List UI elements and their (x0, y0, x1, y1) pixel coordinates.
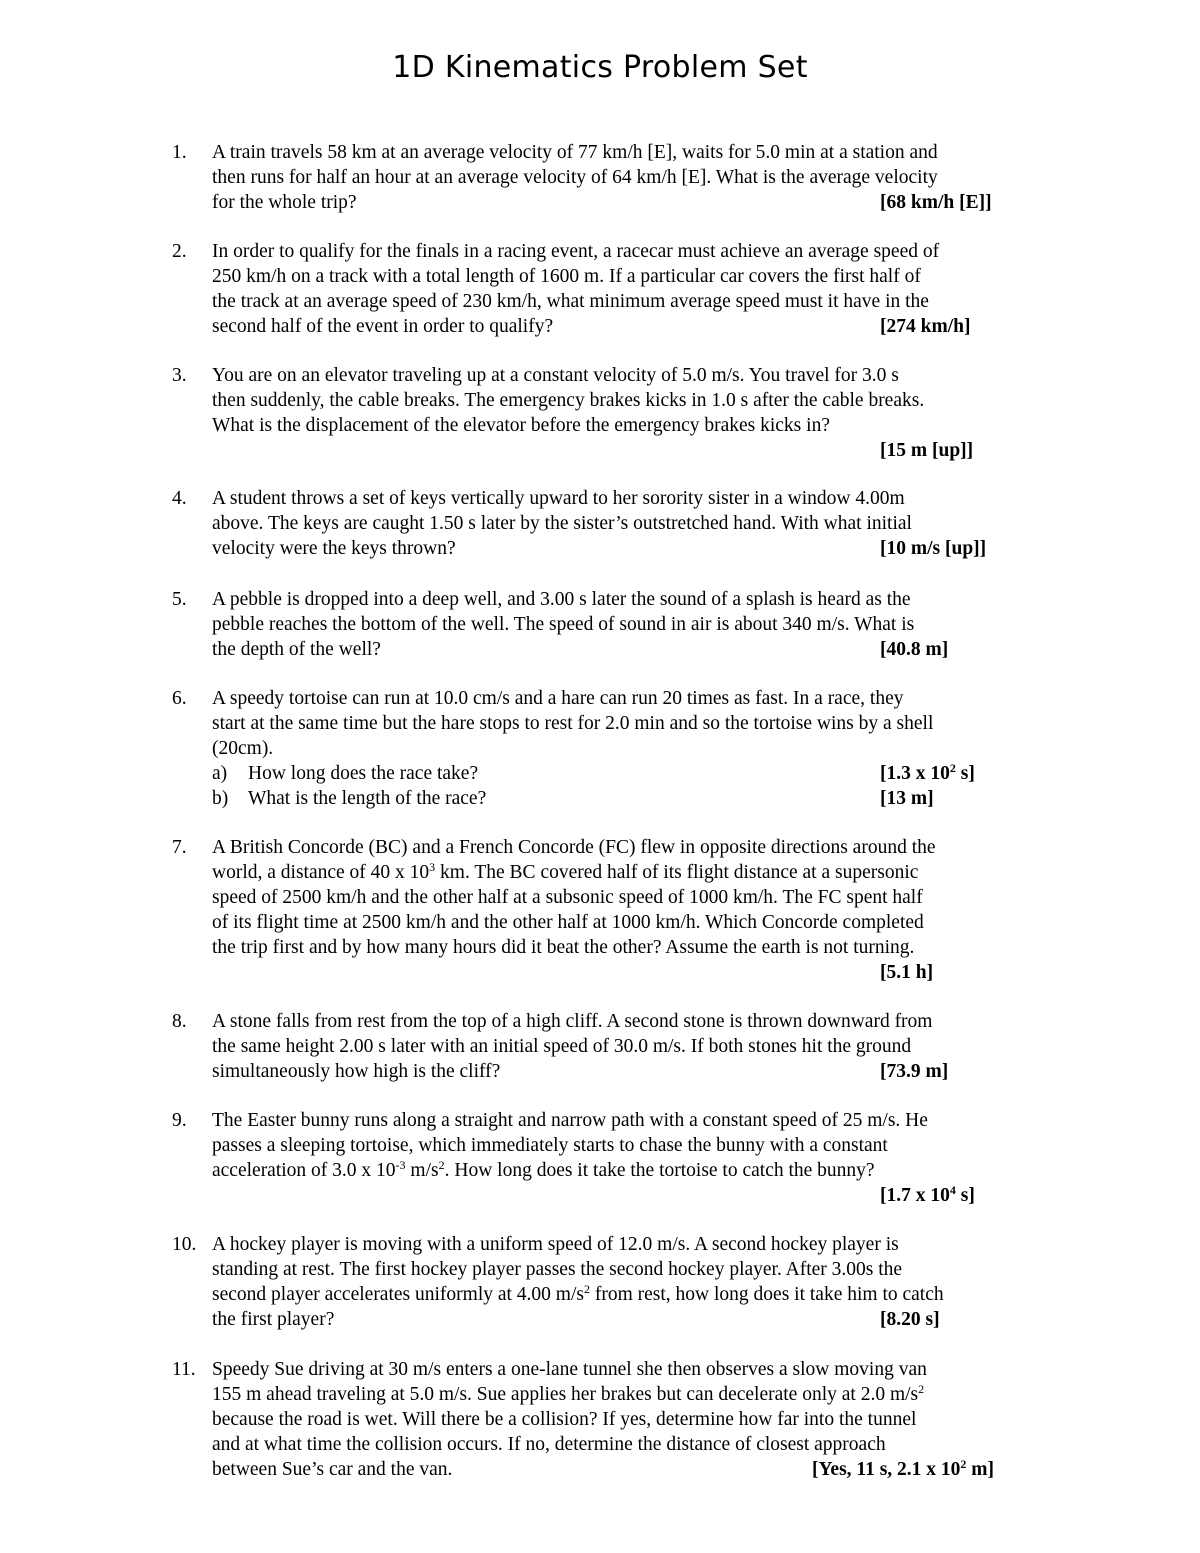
problem-line: A stone falls from rest from the top of a high cliff. A second stone is thrown downward from (212, 1011, 933, 1032)
answer-badge: [68 km/h [E]] (880, 192, 992, 213)
line-part: second player accelerates uniformly at 4.00 m/s (212, 1284, 584, 1305)
answer-badge (880, 761, 975, 786)
problem-line: the track at an average speed of 230 km/h, what minimum average speed must it have in the (212, 291, 929, 312)
problem-line (212, 438, 1032, 463)
answer-part: s] (955, 1185, 975, 1206)
answer-badge: [15 m [up]] (880, 440, 974, 461)
problem-number: 3. (172, 365, 187, 386)
problem-line: start at the same time but the hare stops to rest for 2.0 min and so the tortoise wins by a shell (212, 713, 934, 734)
problem-number: 4. (172, 488, 187, 509)
problem-number: 1. (172, 142, 187, 163)
problem-line (212, 1382, 1032, 1407)
line-part: 155 m ahead traveling at 5.0 m/s. Sue applies her brakes but can decelerate only at 2.0 m/s (212, 1384, 919, 1405)
answer-badge (812, 1457, 994, 1482)
problem-line-text: velocity were the keys thrown? (212, 538, 456, 559)
sub-question-b (212, 786, 1032, 811)
answer-exponent: 2 (960, 1457, 967, 1471)
answer-badge: [10 m/s [up]] (880, 538, 987, 559)
line-part: from rest, how long does it take him to catch (590, 1284, 944, 1305)
problem-line-text: between Sue’s car and the van. (212, 1459, 453, 1480)
exponent: 3 (429, 860, 436, 874)
problem-line: A hockey player is moving with a uniform speed of 12.0 m/s. A second hockey player is (212, 1234, 899, 1255)
sub-text: What is the length of the race? (248, 788, 487, 809)
problem-line: (20cm). (212, 738, 274, 759)
line-part: world, a distance of 40 x 10 (212, 862, 430, 883)
problem-line-text: second half of the event in order to qualify? (212, 316, 554, 337)
problem-line: above. The keys are caught 1.50 s later by the sister’s outstretched hand. With what initial (212, 513, 912, 534)
line-part: m/s (405, 1160, 439, 1181)
page-title: 1D Kinematics Problem Set (392, 50, 808, 85)
problem-line: standing at rest. The first hockey player passes the second hockey player. After 3.00s the (212, 1259, 903, 1280)
problem-number: 6. (172, 688, 187, 709)
problem-line: of its flight time at 2500 km/h and the other half at 1000 km/h. Which Concorde completed (212, 912, 924, 933)
sub-question-a (212, 761, 1032, 786)
problem-line (212, 860, 1032, 885)
problem-number: 5. (172, 589, 187, 610)
answer-badge: [274 km/h] (880, 316, 971, 337)
answer-badge: [13 m] (880, 788, 934, 809)
problem-line-text: simultaneously how high is the cliff? (212, 1061, 501, 1082)
problem-number: 10. (172, 1234, 197, 1255)
answer-exponent: 4 (949, 1183, 956, 1197)
problem-line: A speedy tortoise can run at 10.0 cm/s and a hare can run 20 times as fast. In a race, they (212, 688, 904, 709)
problem-line: then suddenly, the cable breaks. The emergency brakes kicks in 1.0 s after the cable breaks. (212, 390, 925, 411)
problem-line (212, 960, 1032, 985)
answer-badge: [73.9 m] (880, 1061, 949, 1082)
problem-line: the trip first and by how many hours did it beat the other? Assume the earth is not turning. (212, 937, 915, 958)
answer-badge: [5.1 h] (880, 962, 934, 983)
problem-line: A student throws a set of keys vertically upward to her sorority sister in a window 4.00m (212, 488, 905, 509)
problem-line (212, 1059, 1032, 1084)
problem-number: 8. (172, 1011, 187, 1032)
line-part: km. The BC covered half of its flight distance at a supersonic (435, 862, 919, 883)
problem-line-text: the depth of the well? (212, 639, 381, 660)
problem-line (212, 1457, 1032, 1482)
answer-part: [1.7 x 10 (880, 1185, 950, 1206)
problem-line: and at what time the collision occurs. If no, determine the distance of closest approach (212, 1434, 886, 1455)
sub-label: a) (212, 763, 228, 784)
answer-badge (880, 1183, 975, 1208)
problem-line (212, 1158, 1032, 1183)
sub-text: How long does the race take? (248, 763, 479, 784)
problem-line: speed of 2500 km/h and the other half at a subsonic speed of 1000 km/h. The FC spent half (212, 887, 923, 908)
problem-line: the same height 2.00 s later with an initial speed of 30.0 m/s. If both stones hit the ground (212, 1036, 912, 1057)
problem-line: passes a sleeping tortoise, which immediately starts to chase the bunny with a constant (212, 1135, 888, 1156)
answer-part: [Yes, 11 s, 2.1 x 10 (812, 1459, 961, 1480)
problem-line: What is the displacement of the elevator before the emergency brakes kicks in? (212, 415, 830, 436)
problem-number: 7. (172, 837, 187, 858)
answer-part: s] (955, 763, 975, 784)
problem-line: In order to qualify for the finals in a racing event, a racecar must achieve an average speed of (212, 241, 940, 262)
answer-exponent: 2 (949, 761, 956, 775)
problem-line: 250 km/h on a track with a total length of 1600 m. If a particular car covers the first half of (212, 266, 921, 287)
problem-line: A British Concorde (BC) and a French Concorde (FC) flew in opposite directions around the (212, 837, 936, 858)
problem-line (212, 536, 1032, 561)
exponent: -3 (395, 1158, 406, 1172)
problem-line (212, 1183, 1032, 1208)
line-part: acceleration of 3.0 x 10 (212, 1160, 396, 1181)
problem-line (212, 637, 1032, 662)
answer-part: [1.3 x 10 (880, 763, 950, 784)
problem-line-text: the first player? (212, 1309, 335, 1330)
problem-line: pebble reaches the bottom of the well. The speed of sound in air is about 340 m/s. What is (212, 614, 915, 635)
problem-line (212, 1307, 1032, 1332)
problem-line (212, 314, 1032, 339)
problem-line (212, 1282, 1032, 1307)
answer-badge: [40.8 m] (880, 639, 949, 660)
exponent: 2 (584, 1282, 590, 1296)
problem-line: A train travels 58 km at an average velocity of 77 km/h [E], waits for 5.0 min at a station and (212, 142, 938, 163)
problem-line: The Easter bunny runs along a straight and narrow path with a constant speed of 25 m/s. He (212, 1110, 928, 1131)
problem-line: because the road is wet. Will there be a collision? If yes, determine how far into the tunnel (212, 1409, 917, 1430)
answer-badge: [8.20 s] (880, 1309, 940, 1330)
problem-line: then runs for half an hour at an average velocity of 64 km/h [E]. What is the average velocity (212, 167, 938, 188)
exponent: 2 (438, 1158, 445, 1172)
problem-line: A pebble is dropped into a deep well, and 3.00 s later the sound of a splash is heard as the (212, 589, 911, 610)
sub-label: b) (212, 788, 229, 809)
problem-number: 9. (172, 1110, 187, 1131)
problem-line: Speedy Sue driving at 30 m/s enters a one-lane tunnel she then observes a slow moving van (212, 1359, 927, 1380)
problem-number: 2. (172, 241, 187, 262)
line-part: . How long does it take the tortoise to catch the bunny? (444, 1160, 875, 1181)
problem-line-text: for the whole trip? (212, 192, 357, 213)
answer-part: m] (966, 1459, 995, 1480)
problem-line: You are on an elevator traveling up at a constant velocity of 5.0 m/s. You travel for 3.0 s (212, 365, 899, 386)
exponent: 2 (918, 1382, 925, 1396)
problem-line (212, 190, 1032, 215)
problem-number: 11. (172, 1359, 196, 1380)
